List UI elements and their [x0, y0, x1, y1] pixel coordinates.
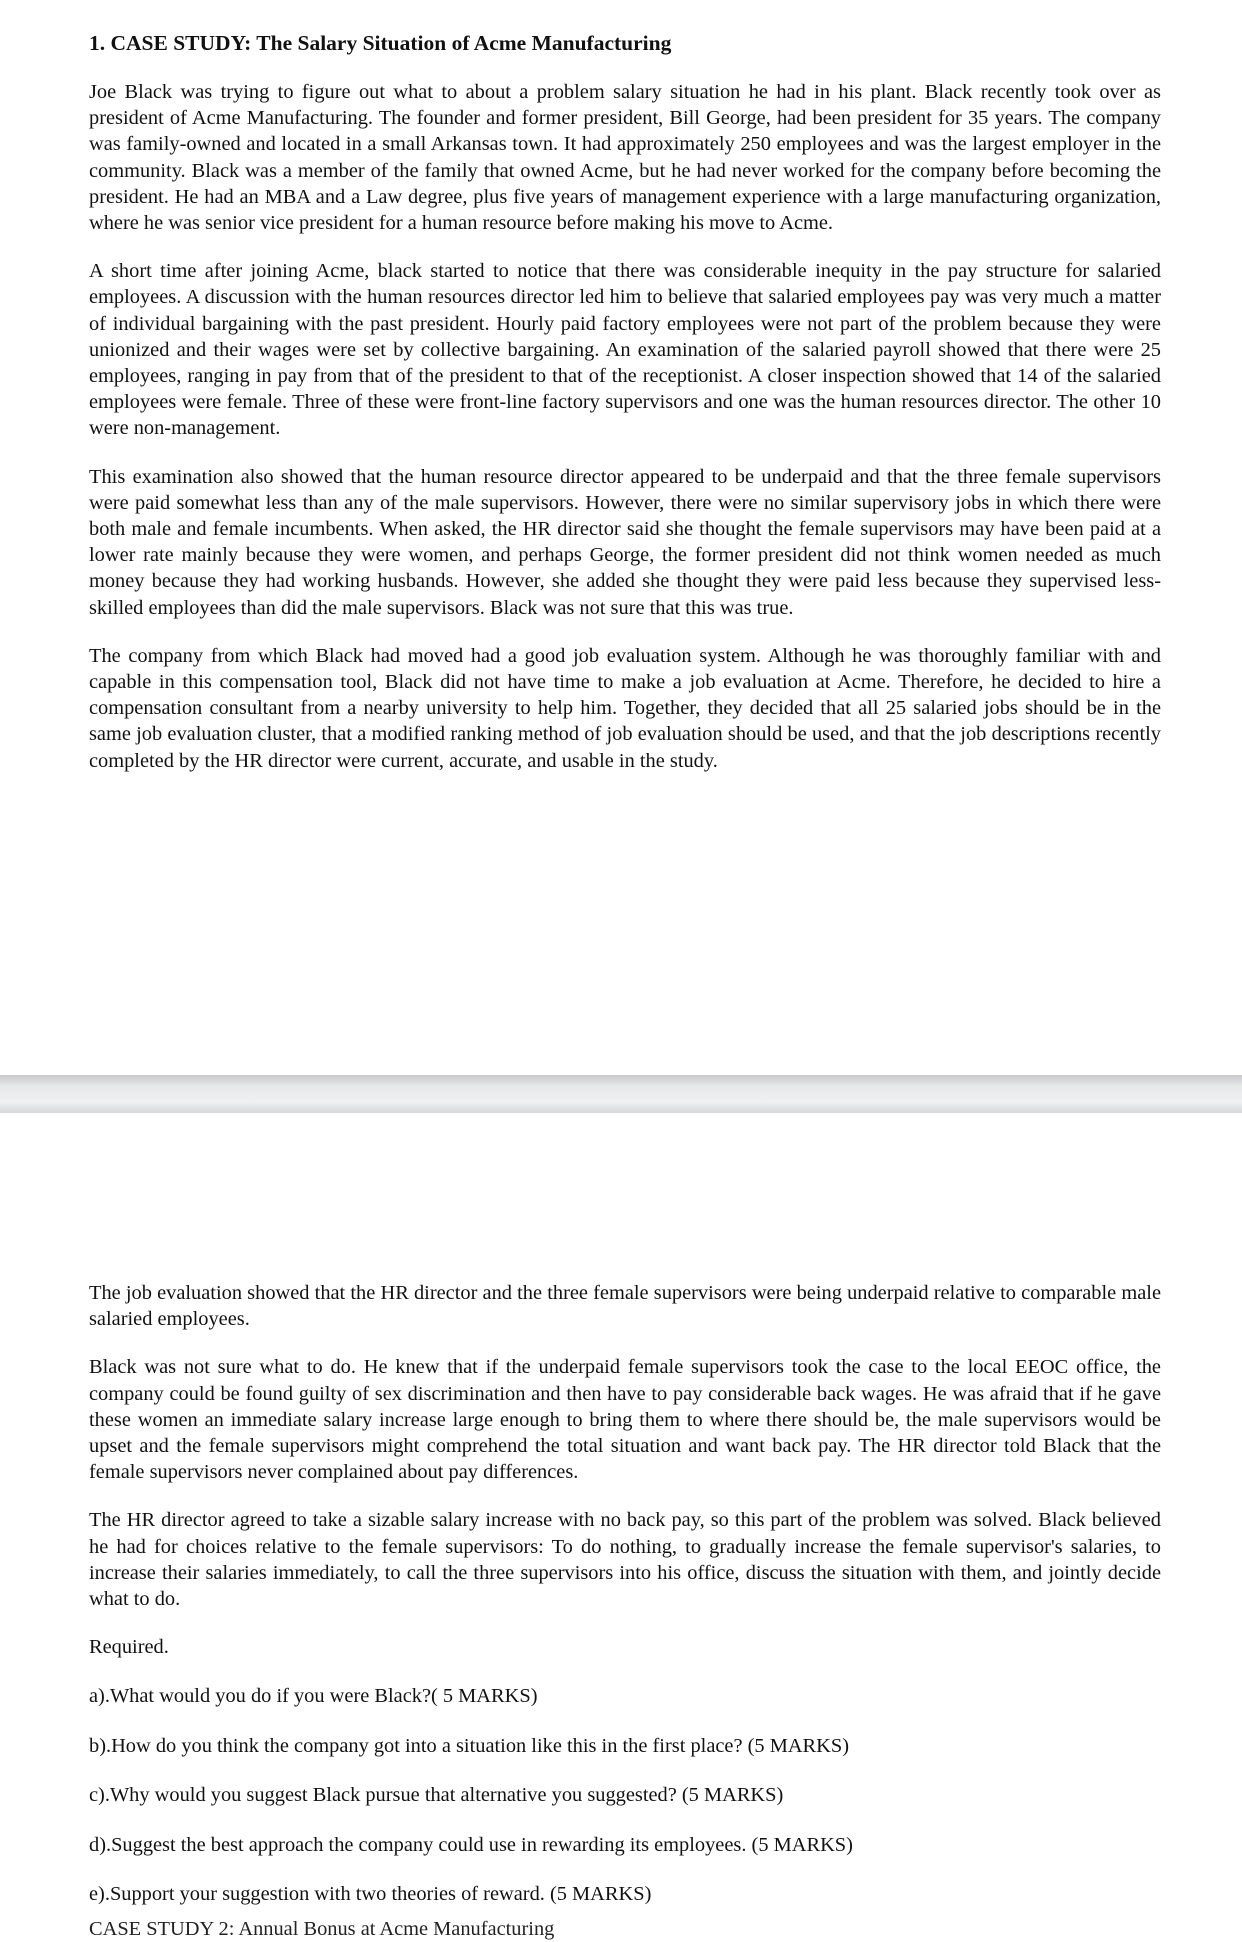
question-e: e).Support your suggestion with two theories of reward. (5 MARKS)	[89, 1883, 652, 1906]
question-d: d).Suggest the best approach the company could use in rewarding its employees. (5 MARKS)	[89, 1833, 853, 1856]
document-page-2	[0, 1113, 1242, 1942]
page-separator	[0, 1075, 1242, 1113]
cutoff-next-heading	[89, 1918, 649, 1942]
paragraph-5: The job evaluation showed that the HR director and the three female supervisors were being underpaid relative to comparable male salaried employees.	[89, 1282, 1161, 1331]
paragraph-4: The company from which Black had moved had a good job evaluation system. Although he was thoroughly familiar with and capable in this compensation tool, Black did not have time to make a job evaluation at Acme. Therefore, he decided to hire a compensation consultant from a nearby university to help him. Together, they decided that all 25 salaried jobs should be in the same job evaluation cluster, that a modified ranking method of job evaluation should be used, and that the job descriptions recently completed by the HR director were current, accurate, and usable in the study.	[89, 644, 1161, 772]
paragraph-6: Black was not sure what to do. He knew that if the underpaid female supervisors took the case to the local EEOC office, the company could be found guilty of sex discrimination and then have to pay considerable back wages. He was afraid that if he gave these women an immediate salary increase large enough to bring them to where there should be, the male supervisors would be upset and the female supervisors might comprehend the total situation and want back pay. The HR director told Black that the female supervisors never complained about pay differences.	[89, 1356, 1161, 1484]
paragraph-7: The HR director agreed to take a sizable salary increase with no back pay, so this part of the problem was solved. Black believed he had for choices relative to the female supervisors: To do nothing, to gradually increase the female supervisor's salaries, to increase their salaries immediately, to call the three supervisors into his office, discuss the situation with them, and jointly decide what to do.	[89, 1509, 1161, 1611]
paragraph-1: Joe Black was trying to figure out what to about a problem salary situation he had in his plant. Black recently took over as president of Acme Manufacturing. The founder and former president, Bill George, had been president for 35 years. The company was family-owned and located in a small Arkansas town. It had approximately 250 employees and was the largest employer in the community. Black was a member of the family that owned Acme, but he had never worked for the company before becoming the president. He had an MBA and a Law degree, plus five years of management experience with a large manufacturing organization, where he was senior vice president for a human resource before making his move to Acme.	[89, 81, 1161, 235]
paragraph-3: This examination also showed that the human resource director appeared to be underpaid and that the three female supervisors were paid somewhat less than any of the male supervisors. However, there were no similar supervisory jobs in which there were both male and female incumbents. When asked, the HR director said she thought the female supervisors may have been paid at a lower rate mainly because they were women, and perhaps George, the former president did not think women needed as much money because they had working husbands. However, she added she thought they were paid less because they supervised less-skilled employees than did the male supervisors. Black was not sure that this was true.	[89, 465, 1161, 619]
required-label: Required.	[89, 1636, 169, 1659]
case-study-title: 1. CASE STUDY: The Salary Situation of Acme Manufacturing	[89, 31, 672, 55]
cutoff-next-heading-text: CASE STUDY 2: Annual Bonus at Acme Manufacturing	[89, 1918, 555, 1940]
question-a: a).What would you do if you were Black?( 5 MARKS)	[89, 1685, 538, 1708]
page-1-content	[89, 28, 1161, 796]
paragraph-2: A short time after joining Acme, black started to notice that there was considerable inequity in the pay structure for salaried employees. A discussion with the human resources director led him to believe that salaried employees pay was very much a matter of individual bargaining with the past president. Hourly paid factory employees were not part of the problem because they were unionized and their wages were set by collective bargaining. An examination of the salaried payroll showed that there were 25 employees, ranging in pay from that of the president to that of the receptionist. A closer inspection showed that 14 of the salaried employees were female. Three of these were front-line factory supervisors and one was the human resources director. The other 10 were non-management.	[89, 260, 1161, 440]
page-2-content	[89, 1280, 1161, 1931]
question-b: b).How do you think the company got into a situation like this in the first place? (5 MARKS)	[89, 1734, 850, 1757]
question-c: c).Why would you suggest Black pursue that alternative you suggested? (5 MARKS)	[89, 1784, 784, 1807]
